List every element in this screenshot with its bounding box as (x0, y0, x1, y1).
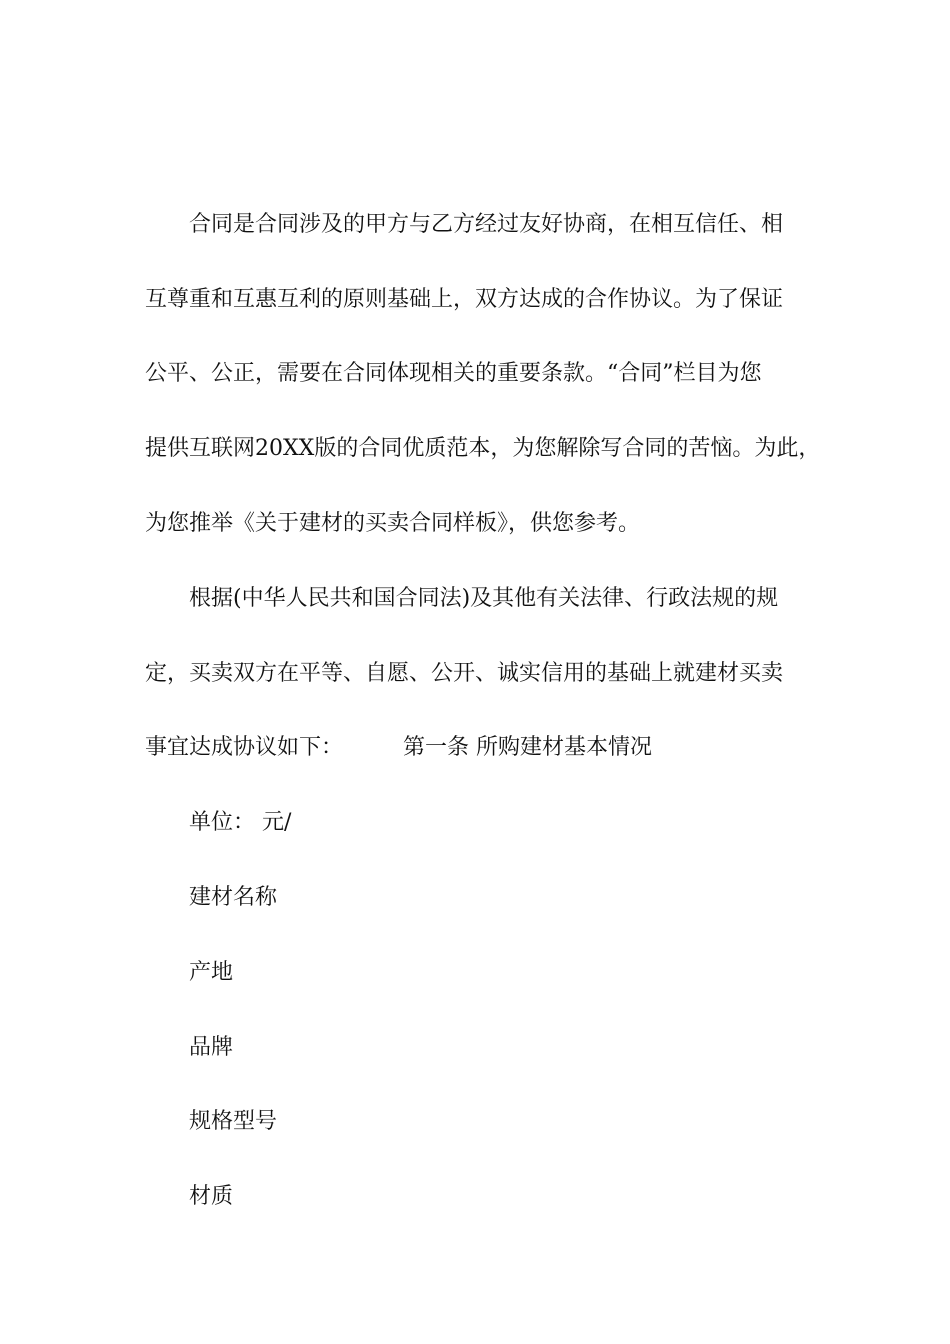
intro-paragraph-line-5: 为您推举《关于建材的买卖合同样板》，供您参考。 (145, 511, 641, 536)
article-one-heading: 第一条 所购建材基本情况 (403, 735, 653, 760)
intro-paragraph-line-2: 互尊重和互惠互利的原则基础上，双方达成的合作协议。为了保证 (145, 287, 784, 312)
unit-line: 单位： 元/ (189, 810, 292, 835)
intro-paragraph-line-4: 提供互联网20XX版的合同优质范本，为您解除写合同的苦恼。为此， (145, 436, 821, 461)
field-brand: 品牌 (189, 1035, 234, 1060)
intro-paragraph-line-3: 公平、公正，需要在合同体现相关的重要条款。“合同”栏目为您 (145, 361, 762, 386)
basis-paragraph-end: 事宜达成协议如下： (145, 735, 344, 760)
basis-paragraph-line-3 (145, 733, 825, 763)
basis-paragraph-line-1: 根据(中华人民共和国合同法)及其他有关法律、行政法规的规 (189, 586, 779, 611)
field-building-material-name: 建材名称 (189, 885, 278, 910)
field-origin: 产地 (189, 960, 234, 985)
basis-paragraph-line-2: 定，买卖双方在平等、自愿、公开、诚实信用的基础上就建材买卖 (145, 661, 784, 686)
intro-paragraph-line-1: 合同是合同涉及的甲方与乙方经过友好协商，在相互信任、相 (189, 212, 784, 237)
field-material: 材质 (189, 1184, 234, 1209)
field-spec-model: 规格型号 (189, 1109, 278, 1134)
